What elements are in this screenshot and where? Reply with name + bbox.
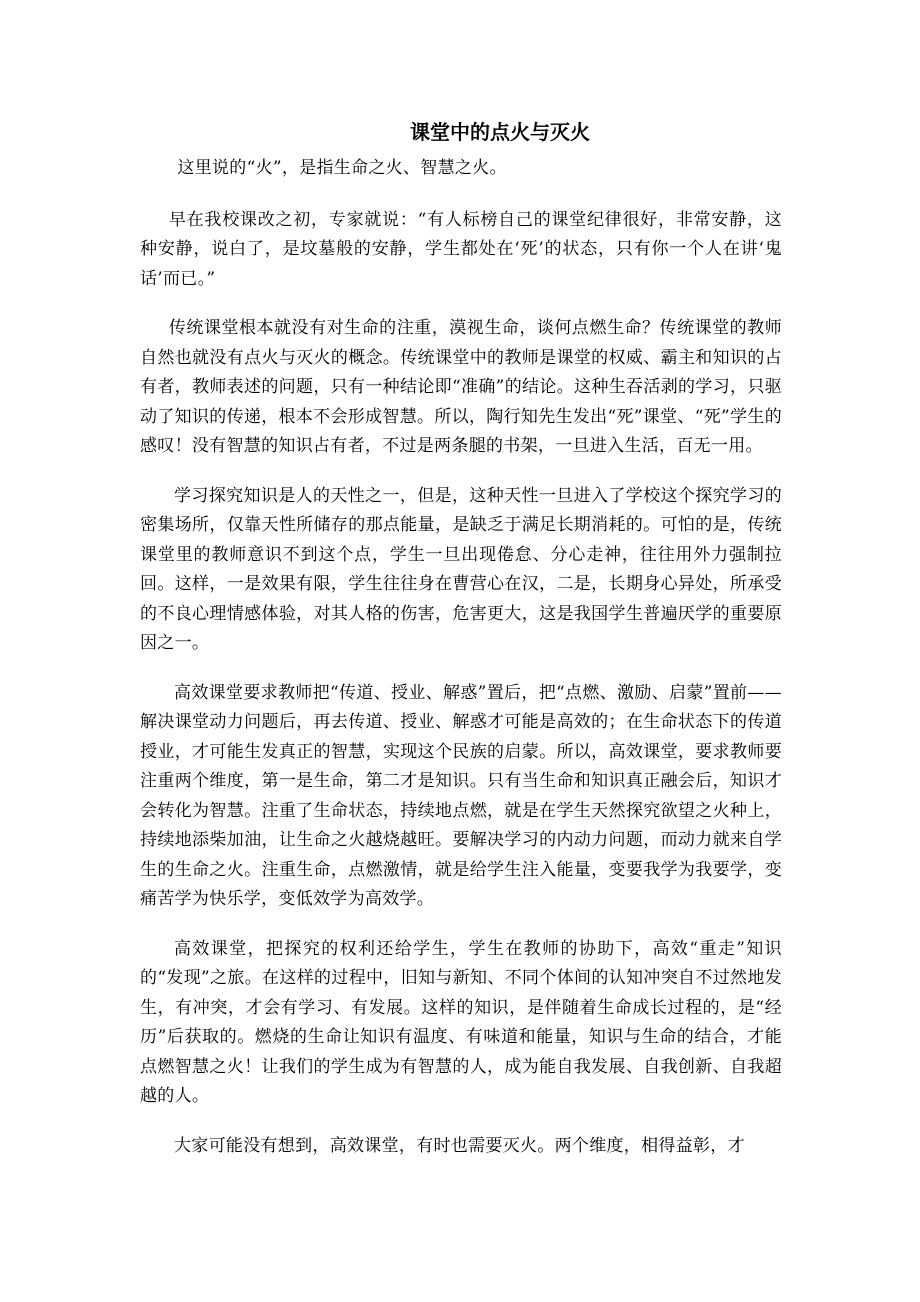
paragraph-learning-nature: 学习探究知识是人的天性之一，但是，这种天性一旦进入了学校这个探究学习的密集场所，仅靠天性所储存的那点能量，是缺乏于满足长期消耗的。可怕的是，传统课堂里的教师意识不到这个点，学生一旦出现倦怠、分心走神，往往用外力强制拉回。这样，一是效果有限，学生往往身在曹营心在汉，二是，长期身心异处，所承受的不良心理情感体验，对其人格的伤害，危害更大，这是我国学生普遍厌学的重要原因之一。	[140, 485, 782, 653]
paragraph-extinguish: 大家可能没有想到，高效课堂，有时也需要灭火。两个维度，相得益彰，才	[174, 1135, 745, 1156]
document-page	[140, 118, 782, 1181]
paragraph-intro: 这里说的“火”，是指生命之火、智慧之火。	[177, 158, 507, 178]
paragraph-efficient-classroom: 高效课堂要求教师把“传道、授业、解惑”置后，把“点燃、激励、启蒙”置前——解决课堂动力问题后，再去传道、授业、解惑才可能是高效的；在生命状态下的传道授业，才可能生发真正的智慧，实现这个民族的启蒙。所以，高效课堂，要求教师要注重两个维度，第一是生命，第二才是知识。只有当生命和知识真正融会后，知识才会转化为智慧。注重了生命状态，持续地点燃，就是在学生天然探究欲望之火种上，持续地添柴加油，让生命之火越烧越旺。要解决学习的内动力问题，而动力就来自学生的生命之火。注重生命，点燃激情，就是给学生注入能量，变要我学为我要学，变痛苦学为快乐学，变低效学为高效学。	[140, 682, 782, 909]
paragraph-traditional-classroom: 传统课堂根本就没有对生命的注重，漠视生命，谈何点燃生命？传统课堂的教师自然也就没有点火与灭火的概念。传统课堂中的教师是课堂的权威、霸主和知识的占有者，教师表述的问题，只有一种结论即“准确”的结论。这种生吞活剥的学习，只驱动了知识的传递，根本不会形成智慧。所以，陶行知先生发出“死”课堂、“死”学生的感叹！没有智慧的知识占有者，不过是两条腿的书架，一旦进入生活，百无一用。	[140, 318, 782, 456]
paragraph-expert-quote: 早在我校课改之初，专家就说：“有人标榜自己的课堂纪律很好，非常安静，这种安静，说白了，是坟墓般的安静，学生都处在‘死’的状态，只有你一个人在讲‘鬼话’而已。”	[140, 209, 782, 289]
paragraph-exploration: 高效课堂，把探究的权利还给学生，学生在教师的协助下，高效“重走”知识的“发现”之旅。在这样的过程中，旧知与新知、不同个体间的认知冲突自不过然地发生，有冲突，才会有学习、有发展。这样的知识，是伴随着生命成长过程的，是“经历”后获取的。燃烧的生命让知识有温度、有味道和能量，知识与生命的结合，才能点燃智慧之火！让我们的学生成为有智慧的人，成为能自我发展、自我创新、自我超越的人。	[140, 938, 782, 1106]
document-title: 课堂中的点火与灭火	[410, 120, 590, 144]
